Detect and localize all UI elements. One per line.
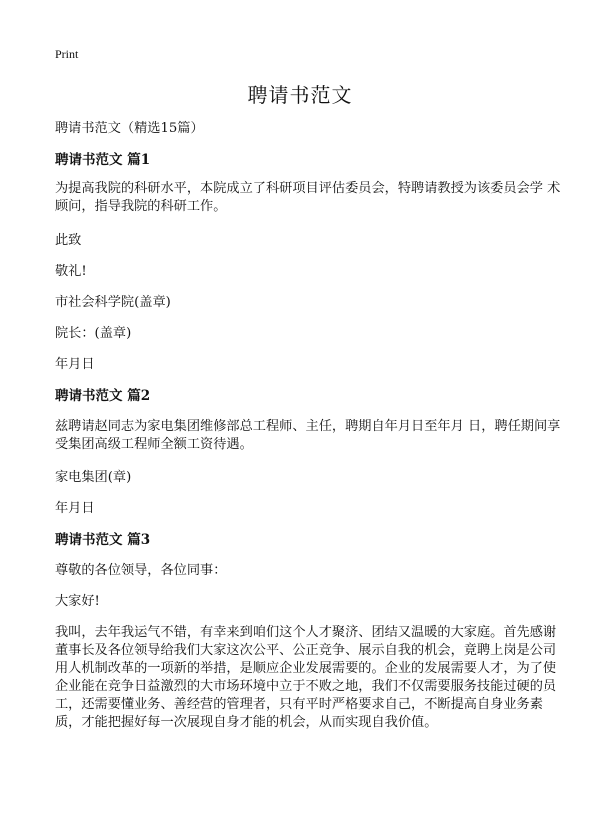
paragraph: 此致 [55, 233, 82, 248]
paragraph: 年月日 [55, 501, 95, 516]
paragraph: 院长：(盖章) [55, 326, 132, 341]
paragraph: 大家好! [55, 594, 100, 609]
paragraph: 兹聘请赵同志为家电集团维修部总工程师、主任，聘期自年月日至年月 日，聘任期间享受集团高级工程师全额工资待遇。 [55, 419, 561, 452]
paragraph: 我叫，去年我运气不错，有幸来到咱们这个人才聚济、团结又温暖的大家庭。首先感谢董事长及各位领导给我们大家这次公平、公正竞争、展示自我的机会，竟聘上岗是公司用人机制改革的一项新的举措，是顺应企业发展需要的。企业的发展需要人才，为了使企业能在竞争日益激烈的大市场环境中立于不败之地，我们不仅需要服务技能过硬的员工，还需要懂业务、善经营的管理者，只有平时严格要求自己，不断提高自身业务素质，才能把握好每一次展现自身才能的机会，从而实现自我价值。 [55, 625, 557, 730]
paragraph: 市社会科学院(盖章) [55, 295, 171, 310]
document-subtitle: 聘请书范文（精选15篇） [55, 121, 204, 136]
paragraph: 年月日 [55, 357, 95, 372]
section-heading-1: 聘请书范文 篇1 [55, 152, 151, 168]
print-label: Print [55, 47, 79, 61]
paragraph: 敬礼! [55, 264, 87, 279]
section-heading-3: 聘请书范文 篇3 [55, 532, 151, 548]
paragraph: 尊敬的各位领导，各位同事： [55, 563, 227, 578]
paragraph: 为提高我院的科研水平，本院成立了科研项目评估委员会，特聘请教授为该委员会学 术顾问，指导我院的科研工作。 [55, 181, 561, 214]
page-title: 聘请书范文 [247, 83, 353, 107]
paragraph: 家电集团(章) [55, 470, 132, 485]
section-heading-2: 聘请书范文 篇2 [55, 388, 151, 404]
